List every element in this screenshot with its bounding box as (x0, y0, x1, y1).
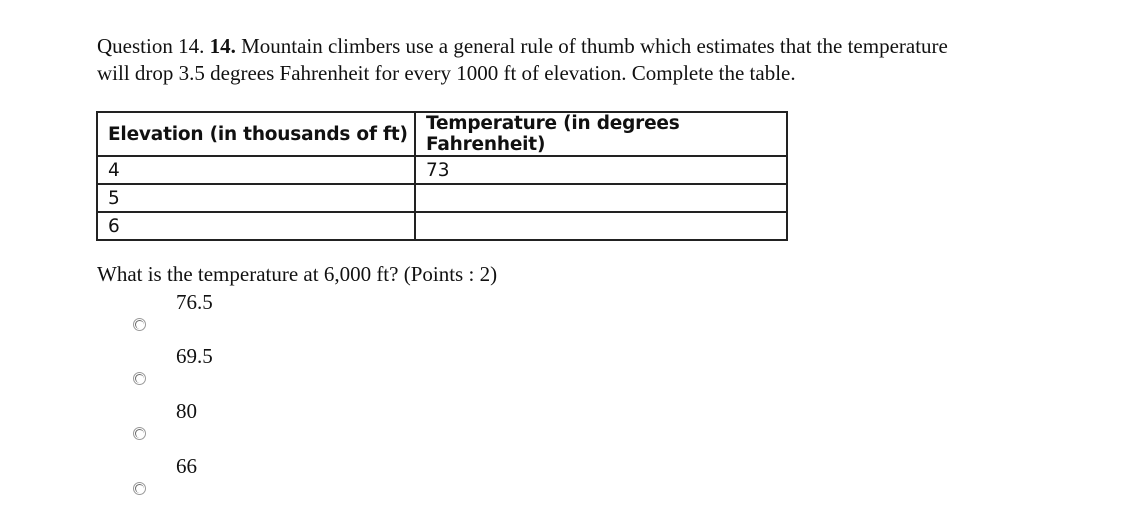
table-row (97, 184, 787, 212)
option-label-1: 76.5 (176, 290, 213, 314)
cell-temperature (415, 212, 787, 240)
table-row (97, 212, 787, 240)
option-radio-4[interactable] (133, 482, 146, 495)
option-label-3: 80 (176, 399, 197, 423)
cell-temperature: 73 (415, 156, 787, 184)
question-text (97, 33, 957, 86)
header-elevation: Elevation (in thousands of ft) (97, 112, 415, 156)
header-temperature: Temperature (in degrees Fahrenheit) (415, 112, 787, 156)
table-header-row (97, 112, 787, 156)
question-body: Mountain climbers use a general rule of thumb which estimates that the temperature will drop 3.5 degrees Fahrenheit for every 1000 ft of elevation. Complete the table. (97, 34, 948, 85)
option-label-4: 66 (176, 454, 197, 478)
option-radio-2[interactable] (133, 372, 146, 385)
option-radio-1[interactable] (133, 318, 146, 331)
question-number: 14. (209, 34, 236, 58)
option-label-2: 69.5 (176, 344, 213, 368)
question-prefix: Question 14. (97, 34, 205, 58)
option-radio-3[interactable] (133, 427, 146, 440)
question-prompt: What is the temperature at 6,000 ft? (Points : 2) (97, 262, 498, 286)
cell-elevation: 6 (97, 212, 415, 240)
cell-temperature (415, 184, 787, 212)
table-row (97, 156, 787, 184)
cell-elevation: 5 (97, 184, 415, 212)
elevation-temperature-table (96, 111, 788, 241)
cell-elevation: 4 (97, 156, 415, 184)
